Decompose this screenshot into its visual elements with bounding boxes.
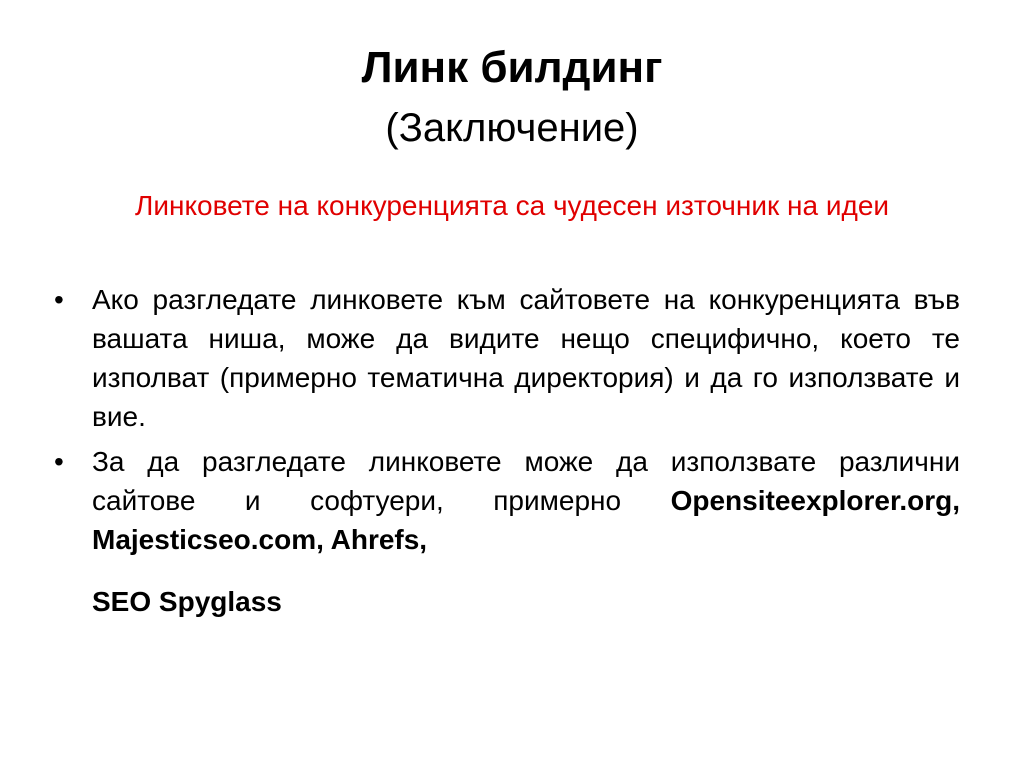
extra-tool-label: SEO Spyglass — [92, 586, 282, 617]
slide-title: Линк билдинг — [361, 43, 663, 92]
tools-list: Opensiteexplorer.org, Majesticseo.com, Ahrefs, — [92, 485, 960, 555]
slide-subheading: Линковете на конкуренцията са чудесен източник на идеи — [134, 190, 890, 221]
slide-title-block — [0, 40, 1024, 156]
slide-subtitle: (Заключение) — [385, 106, 639, 150]
bullet-icon: • — [54, 446, 64, 477]
bullet-text-block — [92, 442, 960, 559]
bullet-text: Ако разгледате линковете към сайтовете на конкуренцията във вашата ниша, може да видите нещо специфично, което те изполват (примерно тематична директория) и да го използвате и вие. — [92, 284, 960, 432]
bullet-item — [44, 280, 960, 436]
bullet-text: За да разгледате линковете може да използвате различни сайтове и софтуери, примерно — [92, 446, 960, 516]
bullet-item — [44, 442, 960, 559]
bullet-list — [44, 280, 960, 565]
bullet-icon: • — [54, 284, 64, 315]
